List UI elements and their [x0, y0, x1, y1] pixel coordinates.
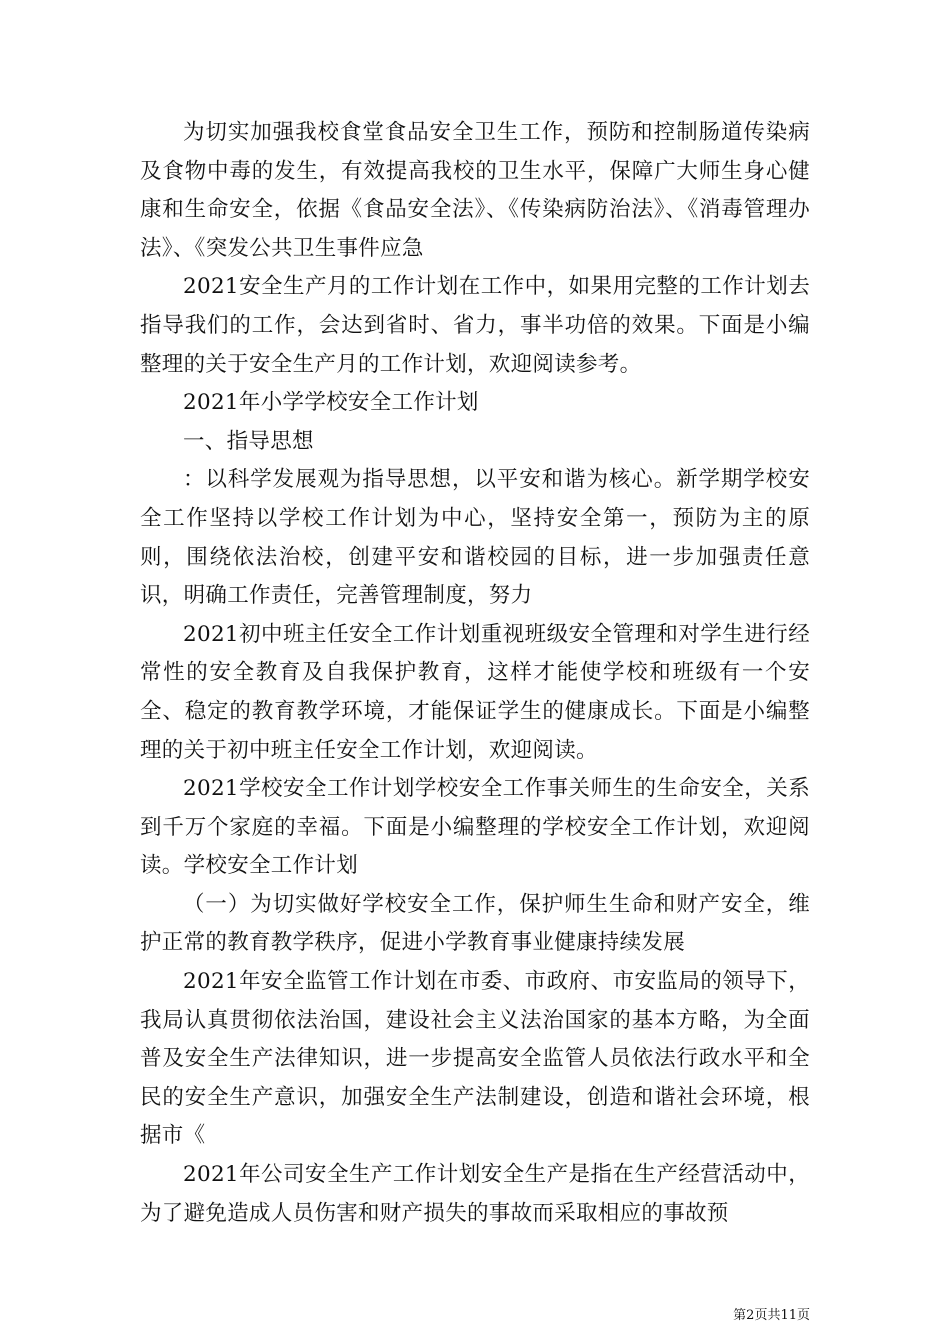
paragraph-3-heading: 2021年小学学校安全工作计划	[183, 390, 479, 416]
document-body	[140, 114, 810, 1233]
paragraph-8: （一）为切实做好学校安全工作，保护师生生命和财产安全，维护正常的教育教学秩序，促进小学教育事业健康持续发展	[140, 891, 810, 956]
paragraph-10: 2021年公司安全生产工作计划安全生产是指在生产经营活动中，为了避免造成人员伤害和财产损失的事故而采取相应的事故预	[140, 1162, 810, 1226]
paragraph-2: 2021安全生产月的工作计划在工作中，如果用完整的工作计划去指导我们的工作，会达到省时、省力，事半功倍的效果。下面是小编整理的关于安全生产月的工作计划，欢迎阅读参考。	[140, 274, 810, 377]
paragraph-7: 2021学校安全工作计划学校安全工作事关师生的生命安全，关系到千万个家庭的幸福。下面是小编整理的学校安全工作计划，欢迎阅读。学校安全工作计划	[140, 776, 810, 879]
paragraph-4-section-title: 一、指导思想	[183, 428, 314, 454]
paragraph-6: 2021初中班主任安全工作计划重视班级安全管理和对学生进行经常性的安全教育及自我保护教育，这样才能使学校和班级有一个安全、稳定的教育教学环境，才能保证学生的健康成长。下面是小编整理的关于初中班主任安全工作计划，欢迎阅读。	[140, 621, 810, 763]
paragraph-9: 2021年安全监管工作计划在市委、市政府、市安监局的领导下，我局认真贯彻依法治国，建设社会主义法治国家的基本方略，为全面普及安全生产法律知识，进一步提高安全监管人员依法行政水平和全民的安全生产意识，加强安全生产法制建设，创造和谐社会环境，根据市《	[140, 969, 810, 1149]
page-number-footer: 第2页共11页	[733, 1308, 810, 1323]
paragraph-5: ：以科学发展观为指导思想，以平安和谐为核心。新学期学校安全工作坚持以学校工作计划为中心，坚持安全第一，预防为主的原则，围绕依法治校，创建平安和谐校园的目标，进一步加强责任意识，明确工作责任，完善管理制度，努力	[140, 467, 810, 609]
paragraph-1: 为切实加强我校食堂食品安全卫生工作，预防和控制肠道传染病及食物中毒的发生，有效提高我校的卫生水平，保障广大师生身心健康和生命安全，依据《食品安全法》、《传染病防治法》、《消毒管理办法》、《突发公共卫生事件应急	[140, 120, 810, 261]
